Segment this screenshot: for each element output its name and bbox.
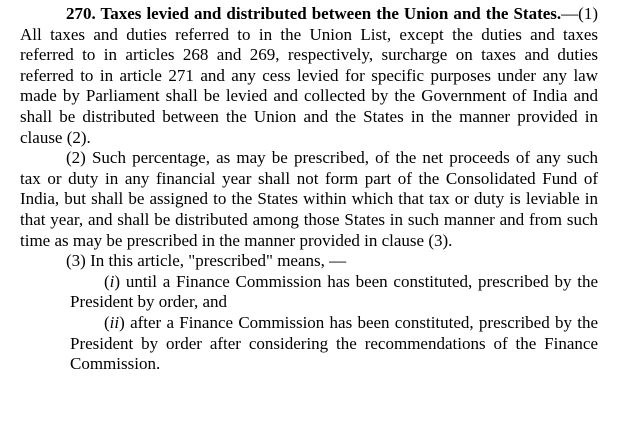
clause-2-text: (2) Such percentage, as may be prescribed, of the net proceeds of any such tax or duty in any financial year shall not form part of the Consolidated Fund of India, but shall be assigned to the States within which that tax or duty is leviable in that year, and shall be distributed among those States in such manner and from such time as may be prescribed in the manner provided in clause (3). bbox=[20, 148, 598, 250]
item-i-open: ( bbox=[104, 271, 110, 291]
item-i-close: ) bbox=[114, 271, 121, 291]
item-ii-numeral: ii bbox=[109, 312, 120, 332]
heading-dash: — bbox=[561, 4, 579, 23]
document-body bbox=[20, 4, 598, 375]
clause-3-item-i bbox=[70, 272, 598, 313]
item-ii-close: ) bbox=[119, 312, 125, 332]
article-270-clause-3 bbox=[20, 251, 598, 272]
article-heading: 270. Taxes levied and distributed between the Union and the States. bbox=[66, 4, 562, 23]
clause-1-text: All taxes and duties referred to in the Union List, except the duties and taxes referred to in articles 268 and 269, respectively, surcharge on taxes and duties referred to in article 271 and any cess levied for specific purposes under any law made by Parliament shall be levied and collected by the Government of India and shall be distributed between the Union and the States in the manner provided in clause (2). bbox=[20, 24, 598, 147]
article-270-clause-2 bbox=[20, 148, 598, 251]
item-ii-open: ( bbox=[104, 312, 110, 332]
article-270-clause-1 bbox=[20, 4, 598, 148]
clause-1-number: (1) bbox=[578, 4, 598, 23]
item-ii-text: after a Finance Commission has been constituted, prescribed by the President by order after considering the recommendations of the Finance Commission. bbox=[70, 312, 598, 374]
item-i-text: until a Finance Commission has been constituted, prescribed by the President by order, and bbox=[70, 271, 598, 312]
clause-3-item-ii bbox=[70, 313, 598, 375]
item-i-numeral: i bbox=[109, 271, 115, 291]
clause-3-text: (3) In this article, "prescribed" means, — bbox=[66, 251, 347, 271]
